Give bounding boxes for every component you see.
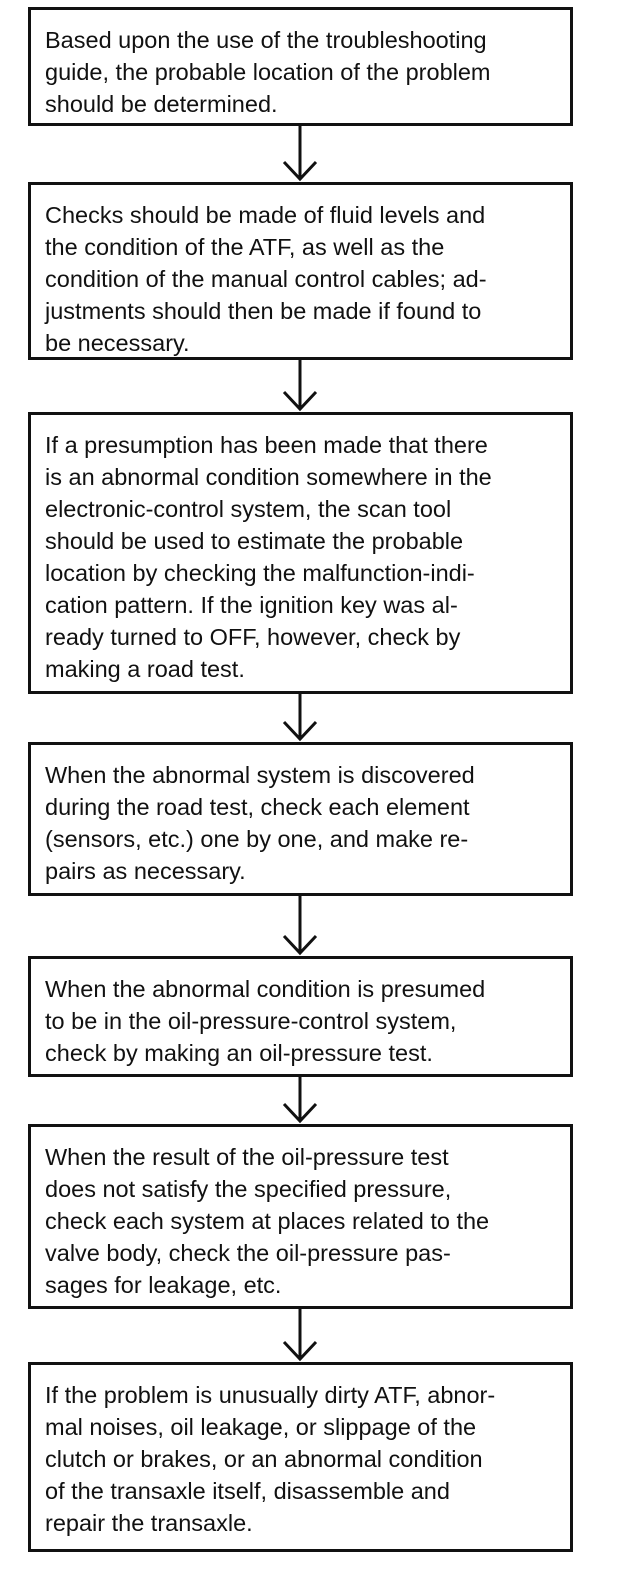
flow-step-text: When the result of the oil-pressure test does not satisfy the specified pressure, check each system at places related to the valve body, check the oil-pressure pas- sages for leakage, etc. [45,1144,490,1298]
flow-step-7 [28,1362,573,1552]
flow-arrow-3 [274,694,326,742]
flow-step-2 [28,182,573,360]
flow-step-text: When the abnormal condition is presumed to be in the oil-pressure-control system, check by making an oil-pressure test. [45,976,486,1066]
flow-step-text: If a presumption has been made that there is an abnormal condition somewhere in the electronic-control system, the scan tool should be used to estimate the probable location by checking the malfunction-indi- cation pattern. If the ignition key was al- ready turned to OFF, however, check by making a road test. [45,432,492,682]
flow-step-text: If the problem is unusually dirty ATF, abnor- mal noises, oil leakage, or slippage of the clutch or brakes, or an abnormal condition of the transaxle itself, disassemble and repair the transaxle. [45,1382,496,1536]
flow-arrow-5 [274,1077,326,1124]
flow-arrow-2 [274,360,326,412]
flow-step-text: Based upon the use of the troubleshooting guide, the probable location of the problem should be determined. [45,27,491,117]
flow-arrow-4 [274,896,326,956]
flow-step-6 [28,1124,573,1309]
flow-step-text: Checks should be made of fluid levels and the condition of the ATF, as well as the condition of the manual control cables; ad- justments should then be made if found to be necessary. [45,202,487,356]
flow-step-5 [28,956,573,1077]
flow-step-3 [28,412,573,694]
flow-arrow-1 [274,126,326,182]
flow-step-4 [28,742,573,896]
flow-step-1 [28,7,573,126]
flow-arrow-6 [274,1309,326,1362]
flow-step-text: When the abnormal system is discovered during the road test, check each element (sensors, etc.) one by one, and make re- pairs as necessary. [45,762,475,884]
